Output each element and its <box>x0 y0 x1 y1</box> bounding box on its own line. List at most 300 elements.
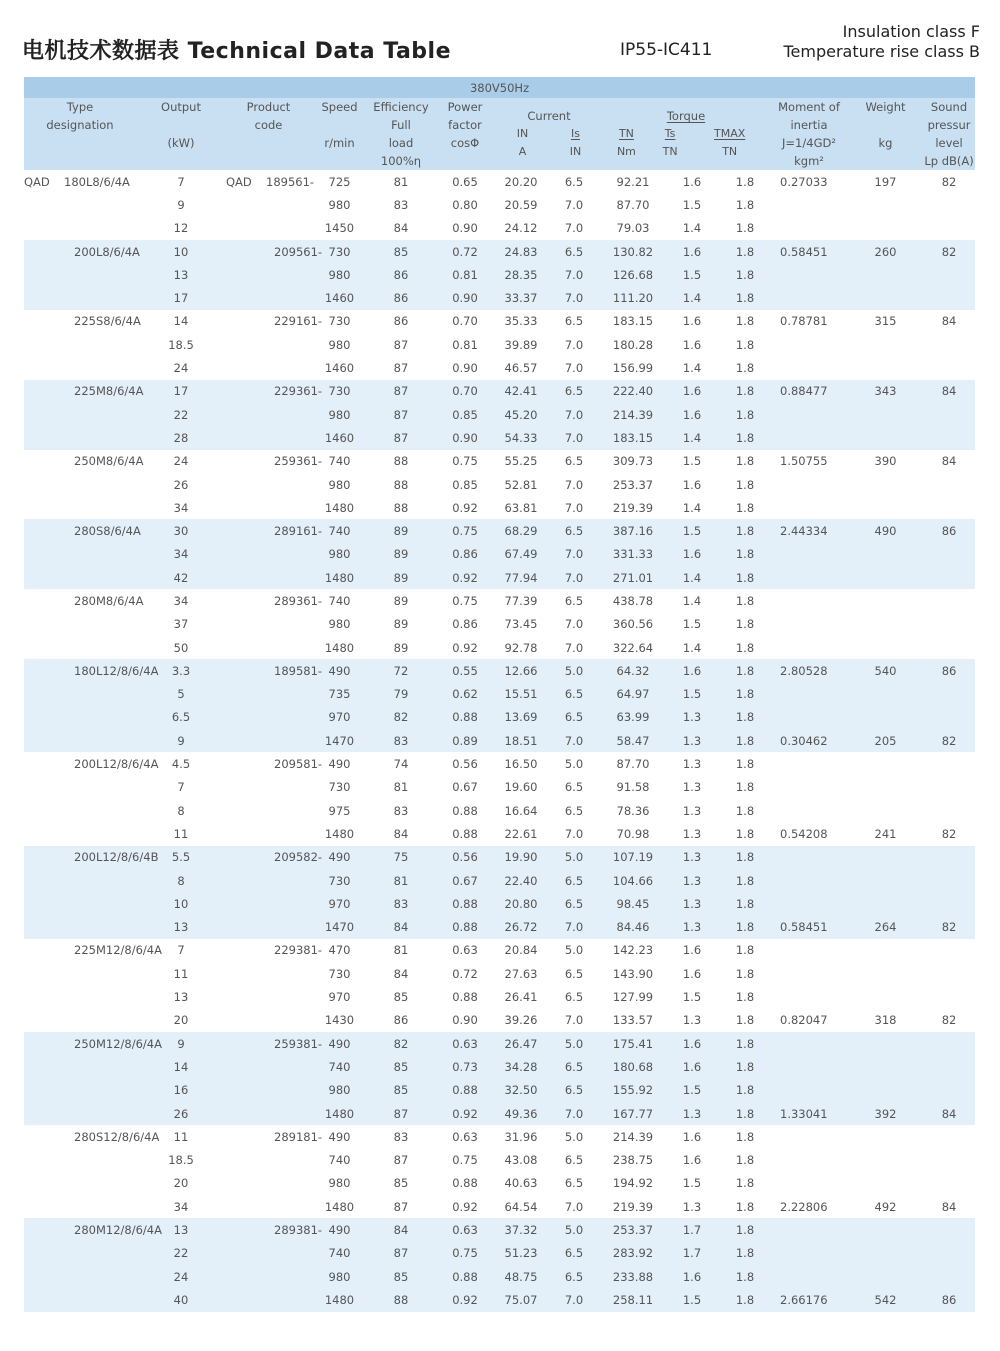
current-is-ratio: 6.5 <box>546 450 602 473</box>
moment-of-inertia <box>770 473 848 496</box>
weight-kg: 318 <box>848 1009 923 1032</box>
weight-kg <box>848 1055 923 1078</box>
type-designation <box>24 286 136 309</box>
current-is-ratio: 7.0 <box>546 613 602 636</box>
current-in: 31.96 <box>496 1125 546 1148</box>
output-kw: 14 <box>136 1055 226 1078</box>
torque-tmax-ratio: 1.8 <box>720 543 770 566</box>
torque-tn: 87.70 <box>602 193 664 216</box>
weight-kg: 542 <box>848 1288 923 1311</box>
torque-tn: 253.37 <box>602 1218 664 1241</box>
power-factor: 0.90 <box>434 356 496 379</box>
torque-tmax-ratio: 1.8 <box>720 333 770 356</box>
power-factor: 0.75 <box>434 1242 496 1265</box>
sound-level: 84 <box>923 310 975 333</box>
sound-level <box>923 473 975 496</box>
power-factor: 0.92 <box>434 1288 496 1311</box>
power-factor: 0.88 <box>434 799 496 822</box>
type-designation <box>24 263 136 286</box>
torque-tn: 143.90 <box>602 962 664 985</box>
power-factor: 0.56 <box>434 846 496 869</box>
code-value: 259361- <box>274 454 323 469</box>
moment-of-inertia <box>770 566 848 589</box>
efficiency: 87 <box>368 1148 434 1171</box>
sound-level <box>923 939 975 962</box>
power-factor: 0.85 <box>434 473 496 496</box>
code-value: 209561- <box>274 244 323 259</box>
power-factor: 0.92 <box>434 1195 496 1218</box>
table-row <box>24 939 975 962</box>
torque-tmax-ratio: 1.8 <box>720 1288 770 1311</box>
power-factor: 0.88 <box>434 706 496 729</box>
power-factor: 0.88 <box>434 1265 496 1288</box>
efficiency: 87 <box>368 426 434 449</box>
product-code <box>226 450 323 473</box>
weight-kg <box>848 217 923 240</box>
sound-level <box>923 1055 975 1078</box>
weight-kg <box>848 263 923 286</box>
moment-of-inertia <box>770 683 848 706</box>
efficiency: 85 <box>368 1055 434 1078</box>
efficiency: 85 <box>368 985 434 1008</box>
type-value: 200L8/6/4A <box>74 244 140 259</box>
output-kw: 10 <box>136 240 226 263</box>
type-designation <box>24 846 159 869</box>
sound-level <box>923 333 975 356</box>
speed: 1480 <box>311 566 368 589</box>
weight-kg: 390 <box>848 450 923 473</box>
table-row <box>24 543 975 566</box>
product-code <box>226 729 311 752</box>
torque-tn: 87.70 <box>602 752 664 775</box>
moment-of-inertia: 0.30462 <box>770 729 848 752</box>
sound-level: 84 <box>923 1195 975 1218</box>
current-in: 37.32 <box>496 1218 546 1241</box>
power-factor: 0.90 <box>434 286 496 309</box>
current-in: 34.28 <box>496 1055 546 1078</box>
current-is-ratio: 7.0 <box>546 263 602 286</box>
weight-kg <box>848 1032 923 1055</box>
weight-kg <box>848 962 923 985</box>
power-factor: 0.63 <box>434 1218 496 1241</box>
torque-ts-ratio: 1.5 <box>664 450 720 473</box>
efficiency: 89 <box>368 519 434 542</box>
table-row <box>24 1125 975 1148</box>
efficiency: 87 <box>368 356 434 379</box>
sound-level <box>923 985 975 1008</box>
type-value: 225S8/6/4A <box>74 314 141 329</box>
efficiency: 86 <box>368 263 434 286</box>
type-value: 280S8/6/4A <box>74 524 141 539</box>
weight-kg <box>848 846 923 869</box>
current-in: 55.25 <box>496 450 546 473</box>
torque-tn: 309.73 <box>602 450 664 473</box>
current-in: 22.61 <box>496 822 546 845</box>
table-row <box>24 1242 975 1265</box>
current-is-ratio: 6.5 <box>546 869 602 892</box>
torque-tn: 233.88 <box>602 1265 664 1288</box>
output-kw: 34 <box>136 496 226 519</box>
torque-tmax-ratio: 1.8 <box>720 822 770 845</box>
moment-of-inertia <box>770 799 848 822</box>
current-in: 19.60 <box>496 776 546 799</box>
current-is-ratio: 7.0 <box>546 916 602 939</box>
efficiency: 81 <box>368 776 434 799</box>
weight-kg <box>848 333 923 356</box>
efficiency: 72 <box>368 659 434 682</box>
torque-tn: 91.58 <box>602 776 664 799</box>
output-kw: 30 <box>136 519 226 542</box>
power-factor: 0.75 <box>434 589 496 612</box>
product-code <box>226 939 323 962</box>
type-designation <box>24 333 136 356</box>
current-in: 68.29 <box>496 519 546 542</box>
product-code <box>226 1032 323 1055</box>
type-value: 180L12/8/6/4A <box>74 663 159 678</box>
power-factor: 0.90 <box>434 426 496 449</box>
torque-tmax-ratio: 1.8 <box>720 636 770 659</box>
output-kw: 16 <box>136 1079 226 1102</box>
torque-ts-ratio: 1.3 <box>664 916 720 939</box>
weight-kg <box>848 799 923 822</box>
product-code <box>226 706 311 729</box>
torque-ts-ratio: 1.3 <box>664 846 720 869</box>
weight-kg <box>848 1125 923 1148</box>
col-type: Type designation <box>24 98 136 170</box>
weight-kg <box>848 403 923 426</box>
type-designation <box>24 939 162 962</box>
torque-tmax-ratio: 1.8 <box>720 1172 770 1195</box>
output-kw: 10 <box>136 892 226 915</box>
table-row <box>24 659 975 682</box>
power-factor: 0.92 <box>434 496 496 519</box>
speed: 980 <box>311 543 368 566</box>
torque-tn: 180.28 <box>602 333 664 356</box>
table-row <box>24 636 975 659</box>
moment-of-inertia <box>770 496 848 519</box>
product-code <box>226 1148 311 1171</box>
torque-ts-ratio: 1.6 <box>664 962 720 985</box>
torque-ts-ratio: 1.5 <box>664 263 720 286</box>
speed: 490 <box>311 1125 368 1148</box>
sound-level: 86 <box>923 659 975 682</box>
voltage-band: 380V50Hz <box>24 77 975 98</box>
power-factor: 0.73 <box>434 1055 496 1078</box>
weight-kg <box>848 613 923 636</box>
product-code <box>226 636 311 659</box>
weight-kg <box>848 683 923 706</box>
torque-ts-ratio: 1.6 <box>664 333 720 356</box>
table-row <box>24 193 975 216</box>
code-value: 229161- <box>274 314 323 329</box>
efficiency: 83 <box>368 1125 434 1148</box>
torque-tn: 84.46 <box>602 916 664 939</box>
torque-ts-ratio: 1.4 <box>664 286 720 309</box>
current-is-ratio: 7.0 <box>546 217 602 240</box>
torque-ts-ratio: 1.3 <box>664 729 720 752</box>
torque-tmax-ratio: 1.8 <box>720 426 770 449</box>
sound-level <box>923 613 975 636</box>
output-kw: 11 <box>136 962 226 985</box>
table-row <box>24 1288 975 1311</box>
table-row <box>24 217 975 240</box>
weight-kg <box>848 1172 923 1195</box>
power-factor: 0.75 <box>434 450 496 473</box>
speed: 490 <box>311 1218 368 1241</box>
current-is-ratio: 7.0 <box>546 473 602 496</box>
power-factor: 0.62 <box>434 683 496 706</box>
torque-ts-ratio: 1.4 <box>664 496 720 519</box>
power-factor: 0.92 <box>434 636 496 659</box>
current-in: 20.80 <box>496 892 546 915</box>
current-is-ratio: 7.0 <box>546 333 602 356</box>
torque-tn: 70.98 <box>602 822 664 845</box>
torque-ts-ratio: 1.3 <box>664 1009 720 1032</box>
current-is-ratio: 6.5 <box>546 683 602 706</box>
product-code <box>226 1195 311 1218</box>
moment-of-inertia: 2.44334 <box>770 519 848 542</box>
moment-of-inertia: 0.88477 <box>770 380 848 403</box>
current-is-ratio: 6.5 <box>546 589 602 612</box>
current-in: 35.33 <box>496 310 546 333</box>
current-is-ratio: 7.0 <box>546 356 602 379</box>
efficiency: 87 <box>368 1102 434 1125</box>
type-designation <box>24 217 136 240</box>
efficiency: 83 <box>368 729 434 752</box>
speed: 730 <box>311 962 368 985</box>
type-value: 200L12/8/6/4A <box>74 757 159 772</box>
power-factor: 0.55 <box>434 659 496 682</box>
torque-tn: 183.15 <box>602 310 664 333</box>
moment-of-inertia <box>770 776 848 799</box>
table-row <box>24 450 975 473</box>
efficiency: 74 <box>368 752 434 775</box>
torque-tn: 79.03 <box>602 217 664 240</box>
efficiency: 85 <box>368 1172 434 1195</box>
output-kw: 20 <box>136 1172 226 1195</box>
torque-tmax-ratio: 1.8 <box>720 263 770 286</box>
torque-tn: 142.23 <box>602 939 664 962</box>
product-code <box>226 1079 311 1102</box>
power-factor: 0.67 <box>434 776 496 799</box>
table-row <box>24 1172 975 1195</box>
col-current: Current IN A Is IN <box>496 98 602 170</box>
type-designation <box>24 450 144 473</box>
speed: 1460 <box>311 356 368 379</box>
output-kw: 7 <box>136 170 226 193</box>
torque-tmax-ratio: 1.8 <box>720 1125 770 1148</box>
type-designation <box>24 752 159 775</box>
product-code <box>226 1265 311 1288</box>
efficiency: 86 <box>368 286 434 309</box>
sound-level <box>923 426 975 449</box>
speed: 740 <box>311 519 368 542</box>
col-output: Output (kW) <box>136 98 226 170</box>
type-designation <box>24 1288 136 1311</box>
type-designation <box>24 1265 136 1288</box>
torque-ts-ratio: 1.5 <box>664 1079 720 1102</box>
table-row <box>24 240 975 263</box>
current-is-ratio: 5.0 <box>546 1218 602 1241</box>
output-kw: 13 <box>136 916 226 939</box>
speed: 970 <box>311 892 368 915</box>
moment-of-inertia <box>770 543 848 566</box>
type-designation <box>24 799 136 822</box>
output-kw: 13 <box>136 985 226 1008</box>
current-in: 12.66 <box>496 659 546 682</box>
sound-level: 82 <box>923 822 975 845</box>
product-code <box>226 869 311 892</box>
output-kw: 4.5 <box>136 752 226 775</box>
torque-tn: 360.56 <box>602 613 664 636</box>
sound-level <box>923 217 975 240</box>
speed: 490 <box>311 659 368 682</box>
output-kw: 13 <box>136 1218 226 1241</box>
torque-tmax-ratio: 1.8 <box>720 193 770 216</box>
torque-tn: 180.68 <box>602 1055 664 1078</box>
torque-tn: 258.11 <box>602 1288 664 1311</box>
torque-ts-ratio: 1.6 <box>664 403 720 426</box>
speed: 970 <box>311 706 368 729</box>
table-row <box>24 729 975 752</box>
torque-ts-ratio: 1.6 <box>664 1265 720 1288</box>
speed: 980 <box>311 473 368 496</box>
type-value: 225M12/8/6/4A <box>74 943 162 958</box>
torque-tn: 214.39 <box>602 1125 664 1148</box>
current-in: 52.81 <box>496 473 546 496</box>
torque-tmax-ratio: 1.8 <box>720 1242 770 1265</box>
type-designation <box>24 426 136 449</box>
type-designation <box>24 1032 162 1055</box>
current-is-ratio: 5.0 <box>546 1032 602 1055</box>
temperature-class: Temperature rise class B <box>783 42 980 61</box>
current-in: 24.12 <box>496 217 546 240</box>
output-kw: 8 <box>136 799 226 822</box>
weight-kg <box>848 589 923 612</box>
type-value: 180L8/6/4A <box>64 174 130 189</box>
speed: 980 <box>311 1079 368 1102</box>
speed: 1480 <box>311 1102 368 1125</box>
current-in: 42.41 <box>496 380 546 403</box>
sound-level <box>923 543 975 566</box>
speed: 1480 <box>311 1195 368 1218</box>
moment-of-inertia: 0.27033 <box>770 170 848 193</box>
output-kw: 9 <box>136 1032 226 1055</box>
weight-kg <box>848 543 923 566</box>
code-value: 289381- <box>274 1223 323 1237</box>
torque-ts-ratio: 1.6 <box>664 1032 720 1055</box>
table-row <box>24 473 975 496</box>
weight-kg <box>848 985 923 1008</box>
current-is-ratio: 5.0 <box>546 1125 602 1148</box>
weight-kg <box>848 566 923 589</box>
output-kw: 7 <box>136 776 226 799</box>
type-designation <box>24 1102 136 1125</box>
current-is-ratio: 5.0 <box>546 752 602 775</box>
output-kw: 18.5 <box>136 1148 226 1171</box>
moment-of-inertia <box>770 1218 848 1241</box>
weight-kg: 490 <box>848 519 923 542</box>
current-in: 48.75 <box>496 1265 546 1288</box>
weight-kg <box>848 776 923 799</box>
product-code <box>226 1288 311 1311</box>
insulation-class: Insulation class F <box>842 22 980 41</box>
speed: 490 <box>311 1032 368 1055</box>
product-code <box>226 286 311 309</box>
torque-ts-ratio: 1.4 <box>664 589 720 612</box>
sound-level <box>923 1079 975 1102</box>
efficiency: 83 <box>368 892 434 915</box>
moment-of-inertia <box>770 939 848 962</box>
tmax-label: TMAX <box>714 127 746 140</box>
product-code <box>226 1125 323 1148</box>
weight-kg <box>848 496 923 519</box>
current-is-ratio: 6.5 <box>546 962 602 985</box>
torque-tmax-ratio: 1.8 <box>720 403 770 426</box>
table-row <box>24 752 975 775</box>
output-kw: 13 <box>136 263 226 286</box>
torque-ts-ratio: 1.3 <box>664 1195 720 1218</box>
weight-kg <box>848 1265 923 1288</box>
type-designation <box>24 613 136 636</box>
current-in: 49.36 <box>496 1102 546 1125</box>
sound-level <box>923 356 975 379</box>
output-kw: 3.3 <box>136 659 226 682</box>
ts-label: Ts <box>664 127 676 140</box>
output-kw: 37 <box>136 613 226 636</box>
torque-tmax-ratio: 1.8 <box>720 1102 770 1125</box>
torque-ts-ratio: 1.6 <box>664 170 720 193</box>
table-row <box>24 566 975 589</box>
output-kw: 40 <box>136 1288 226 1311</box>
current-is-ratio: 6.5 <box>546 170 602 193</box>
efficiency: 88 <box>368 450 434 473</box>
power-factor: 0.67 <box>434 869 496 892</box>
product-code <box>226 962 311 985</box>
current-is-ratio: 7.0 <box>546 1195 602 1218</box>
power-factor: 0.92 <box>434 1102 496 1125</box>
torque-tmax-ratio: 1.8 <box>720 916 770 939</box>
speed: 740 <box>311 1148 368 1171</box>
speed: 740 <box>311 450 368 473</box>
torque-ts-ratio: 1.3 <box>664 706 720 729</box>
torque-ts-ratio: 1.7 <box>664 1218 720 1241</box>
current-in: 26.47 <box>496 1032 546 1055</box>
torque-tmax-ratio: 1.8 <box>720 776 770 799</box>
moment-of-inertia <box>770 962 848 985</box>
current-is-ratio: 7.0 <box>546 543 602 566</box>
torque-tmax-ratio: 1.8 <box>720 1265 770 1288</box>
efficiency: 86 <box>368 1009 434 1032</box>
sound-level <box>923 799 975 822</box>
torque-tmax-ratio: 1.8 <box>720 706 770 729</box>
moment-of-inertia <box>770 356 848 379</box>
output-kw: 6.5 <box>136 706 226 729</box>
speed: 730 <box>311 869 368 892</box>
moment-of-inertia <box>770 403 848 426</box>
sound-level <box>923 263 975 286</box>
torque-tn: 387.16 <box>602 519 664 542</box>
product-code <box>226 1055 311 1078</box>
sound-level <box>923 706 975 729</box>
col-speed: Speed r/min <box>311 98 368 170</box>
product-code <box>226 193 311 216</box>
torque-tmax-ratio: 1.8 <box>720 1218 770 1241</box>
output-kw: 24 <box>136 1265 226 1288</box>
current-in: 92.78 <box>496 636 546 659</box>
weight-kg <box>848 892 923 915</box>
torque-ts-ratio: 1.4 <box>664 426 720 449</box>
